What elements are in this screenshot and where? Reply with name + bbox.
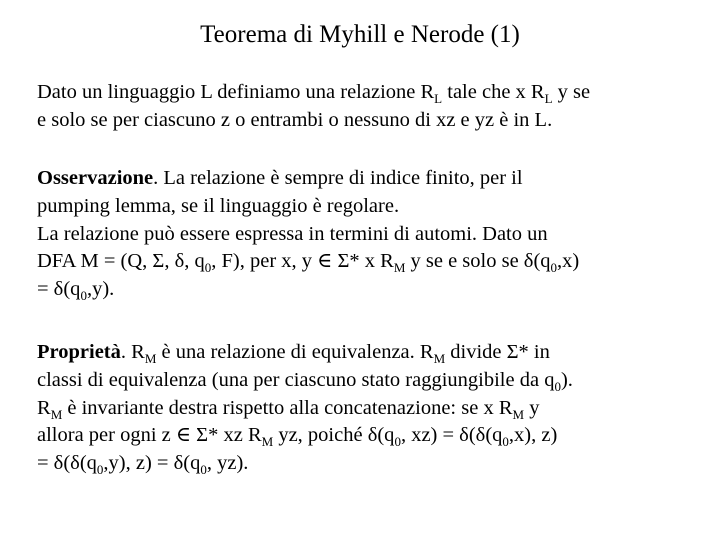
observation-line-3: La relazione può essere espressa in termini di automi. Dato un	[37, 222, 548, 245]
observation-heading: Osservazione	[37, 167, 154, 189]
observation-line-4	[37, 248, 697, 276]
property-line-2	[37, 367, 697, 395]
observation-line-2: pumping lemma, se il linguaggio è regolare.	[37, 194, 400, 217]
text: = δ(q	[37, 278, 81, 301]
text: è invariante destra rispetto alla concatenazione: se x R	[62, 396, 513, 419]
subscript: M	[50, 406, 63, 422]
text: R	[37, 396, 51, 419]
property-line-1	[37, 339, 697, 367]
subscript: 0	[554, 378, 561, 394]
text: allora per ogni z ∈ Σ* xz R	[37, 424, 262, 447]
text: ,y), z) = δ(q	[103, 452, 201, 475]
text: divide Σ* in	[445, 341, 550, 363]
observation-line-1	[37, 165, 697, 193]
text: classi di equivalenza (una per ciascuno stato raggiungibile da q	[37, 368, 555, 391]
definition-paragraph	[37, 79, 697, 135]
subscript: L	[434, 91, 443, 106]
observation-paragraph	[37, 165, 697, 304]
text: , F), per x, y ∈ Σ* x R	[211, 250, 394, 273]
subscript: M	[433, 351, 446, 366]
property-line-3	[37, 395, 697, 423]
observation-line-5	[37, 276, 697, 304]
text: = δ(δ(q	[37, 452, 97, 475]
text: y se	[552, 81, 591, 103]
subscript: L	[544, 91, 553, 106]
text: . La relazione è sempre di indice finito, per il	[153, 167, 523, 189]
definition-line-1	[37, 79, 697, 107]
text: è una relazione di equivalenza. R	[156, 341, 434, 363]
text: yz, poiché δ(q	[273, 424, 395, 447]
subscript: 0	[502, 434, 509, 450]
subscript: 0	[550, 260, 558, 276]
subscript: M	[512, 406, 525, 422]
property-heading: Proprietà	[37, 341, 121, 363]
text: , xz) = δ(δ(q	[400, 424, 503, 447]
text: ).	[560, 368, 573, 391]
slide-title: Teorema di Myhill e Nerode (1)	[200, 21, 520, 48]
subscript: M	[261, 434, 274, 450]
subscript: 0	[394, 434, 401, 450]
text: y	[524, 396, 540, 419]
property-paragraph	[37, 339, 697, 478]
property-line-4	[37, 422, 697, 450]
property-line-5	[37, 450, 697, 478]
subscript: M	[393, 260, 406, 276]
text: Dato un linguaggio L definiamo una relazione R	[37, 81, 435, 103]
text: ,x), z)	[508, 424, 558, 447]
text: tale che x R	[442, 81, 545, 103]
text: DFA M = (Q, Σ, δ, q	[37, 250, 205, 273]
definition-line-2: e solo se per ciascuno z o entrambi o nessuno di xz e yz è in L.	[37, 108, 553, 131]
subscript: 0	[200, 462, 207, 478]
subscript: M	[144, 351, 157, 366]
text: , yz).	[206, 452, 249, 475]
text: . R	[120, 341, 145, 363]
subscript: 0	[204, 260, 212, 276]
text: ,y).	[86, 278, 115, 301]
text: y se e solo se δ(q	[405, 250, 551, 273]
text: ,x)	[557, 250, 580, 273]
subscript: 0	[80, 288, 87, 304]
subscript: 0	[96, 462, 104, 478]
